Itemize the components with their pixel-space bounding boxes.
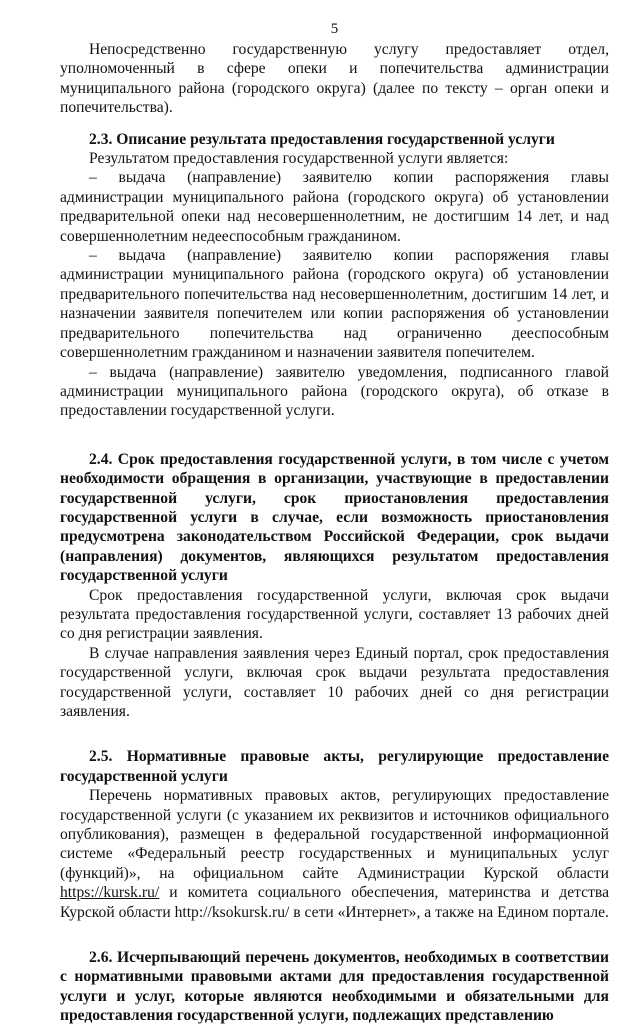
section-2-5 xyxy=(60,747,609,922)
section-2-4-heading: 2.4. Срок предоставления государственной услуги, в том числе с учетом необходимости обращения в организации, участвующие в предоставлении государственной услуги, срок приостановления предоставления государственной услуги в случае, если возможность приостановления предусмотрена законодательством Российской Федерации, срок выдачи (направления) документов, являющихся результатом предоставления государственной услуги xyxy=(60,450,609,585)
section-2-5-text: Перечень нормативных правовых актов, регулирующих предоставление государственной услуги (с указанием их реквизитов и источников официального опубликования), размещен в федеральной государственной информационной системе «Федеральный реестр государственных и муниципальных услуг (функций)», на официальном сайте Администрации Курской области xyxy=(60,787,609,882)
section-2-3-item: – выдача (направление) заявителю копии распоряжения главы администрации муниципального района (городского округа) об установлении предварительного попечительства над несовершеннолетним, достигшим 14 лет, и назначении заявителя попечителем или копии распоряжения об установлении предварительного попечительства над ограниченно дееспособным совершеннолетним гражданином и назначении заявителя попечителем. xyxy=(60,247,609,362)
section-2-6 xyxy=(60,948,609,1026)
spacer xyxy=(60,922,609,948)
spacer xyxy=(60,118,609,130)
section-2-4-paragraph: Срок предоставления государственной услуги, включая срок выдачи результата предоставления государственной услуги, составляет 13 рабочих дней со дня регистрации заявления. xyxy=(60,586,609,643)
section-2-6-heading: 2.6. Исчерпывающий перечень документов, необходимых в соответствии с нормативными правовыми актами для предоставления государственной услуги и услуг, которые являются необходимыми и обязательными для предоставления государственной услуги, подлежащих представлению xyxy=(60,949,609,1025)
section-2-5-text-end: и комитета социального обеспечения, материнства и детства Курской области http://ksokursk.ru/ в сети «Интернет», а также на Едином портале. xyxy=(60,884,609,921)
spacer xyxy=(60,721,609,747)
intro-paragraph: Непосредственно государственную услугу предоставляет отдел, уполномоченный в сфере опеки и попечительства администрации муниципального района (городского округа) (далее по тексту – орган опеки и попечительства). xyxy=(60,41,609,117)
section-2-5-heading: 2.5. Нормативные правовые акты, регулирующие предоставление государственной услуги xyxy=(60,748,609,785)
section-2-3-heading: 2.3. Описание результата предоставления государственной услуги xyxy=(89,130,555,148)
kursk-site-link[interactable]: https://kursk.ru/ xyxy=(60,884,160,902)
section-2-3-item: – выдача (направление) заявителю копии распоряжения главы администрации муниципального района (городского округа) об установлении предварительной опеки над несовершеннолетним, не достигшим 14 лет, и над совершеннолетним недееспособным гражданином. xyxy=(60,169,609,245)
section-2-3 xyxy=(60,130,609,421)
section-2-3-item: – выдача (направление) заявителю уведомления, подписанного главой администрации муниципального района (городского округа), об отказе в предоставлении государственной услуги. xyxy=(60,363,609,420)
document-page xyxy=(60,0,609,1026)
section-2-5-paragraph xyxy=(60,786,609,922)
section-2-3-lead: Результатом предоставления государственной услуги является: xyxy=(89,150,509,168)
page-number: 5 xyxy=(330,21,339,37)
section-2-4 xyxy=(60,450,609,722)
section-2-4-paragraph: В случае направления заявления через Единый портал, срок предоставления государственной услуги, включая срок выдачи результата предоставления государственной услуги, составляет 10 рабочих дней со дня регистрации заявления. xyxy=(60,644,609,720)
spacer xyxy=(60,421,609,450)
